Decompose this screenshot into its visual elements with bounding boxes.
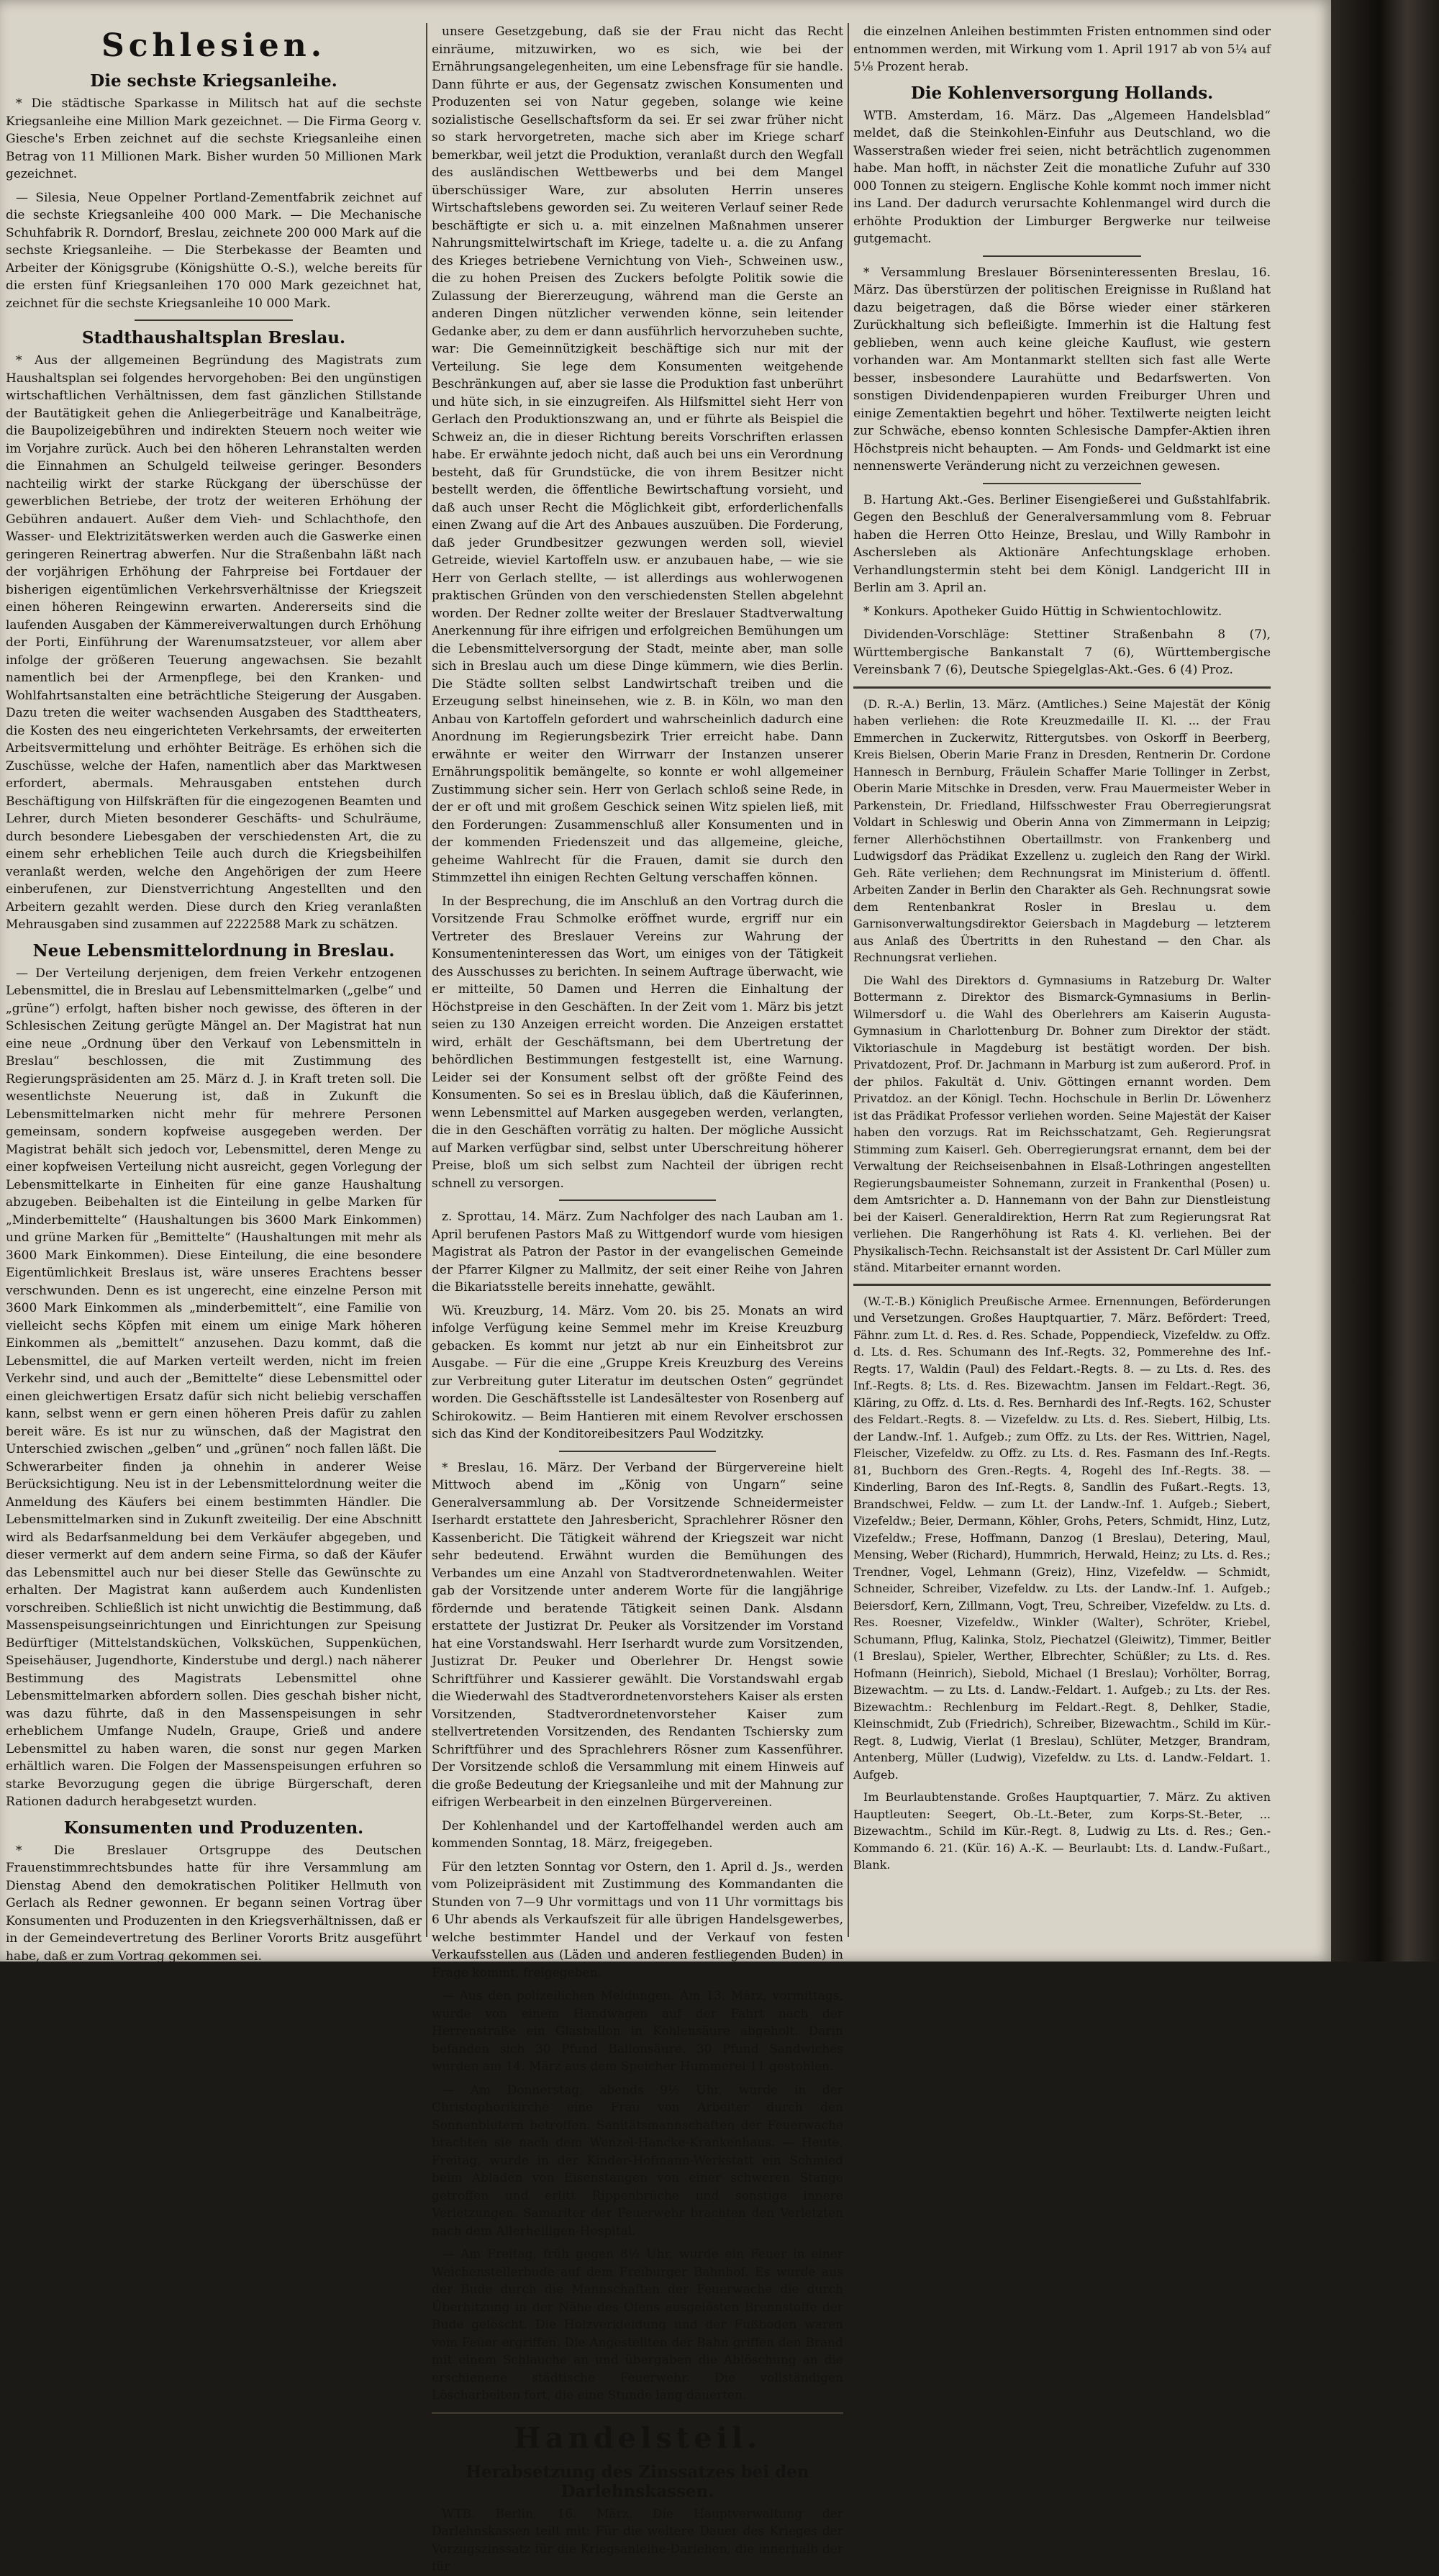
article-paragraph: (W.-T.-B.) Königlich Preußische Armee. Ernennungen, Beförderungen und Versetzungen. Großes Hauptquartier, 7. März. Befördert: Treed, Fähnr. zum Lt. d. Res. d. Res. Schade, Poppendieck, Vizefeldw. zu Offz. d. Lts. d. Res. Schumann des Inf.-Regts. 32, Pommerehne des Inf.-Regts. 17, Waldin (Paul) des Feldart.-Regts. 8. — zu Lts. d. Res. des Inf.-Regts. 8; Lts. d. Res. Bizewachtm. Jansen im Feldart.-Regt. 36, Kläring, zu Offz. d. Lts. d. Res. Bernhardi des Inf.-Regts. 162, Schuster des Feldart.-Regts. 8. — Vizefeldw. zu Lts. d. Res. Siebert, Hilbig, Lts. der Landw.-Inf. 1. Aufgeb.; zum Offz. zu Lts. der Res. Wittrien, Nagel, Fleischer, Vizefeldw. zu Offz. zu Lts. d. Res. Fasmann des Inf.-Regts. 81, Buchborn des Gren.-Regts. 4, Rogehl des Inf.-Regts. 38. — Kinderling, Baron des Inf.-Regts. 8, Sandlin des Fußart.-Regts. 13, Brandschwei, Feldw. — zum Lt. der Landw.-Inf. 1. Aufgeb.; Siebert, Vizefeldw.; Beier, Dermann, Köhler, Grohs, Peters, Schmidt, Hinz, Lutz, Vizefeldw.; Frese, Hoffmann, Danzog (1 Breslau), Detering, Maul, Mensing, Weber (Richard), Hummrich, Herwald, Heinz; zu Lts. d. Res.; Trendner, Vogel, Lehmann (Greiz), Hinz, Vizefeldw. — Schmidt, Schneider, Schreiber, Vizefeldw. zu Lts. der Landw.-Inf. 1. Aufgeb.; Beiersdorf, Kern, Zillmann, Vogt, Treu, Schreiber, Vizefeldw. zu Lts. d. Res. Roesner, Vizefeldw., Winkler (Walter), Schröter, Kriebel, Schumann, Pflug, Kalinka, Stolz, Piechatzel (Gleiwitz), Timmer, Beitler (1 Breslau), Spieler, Werther, Elbrechter, Schüßler; zu Lts. d. Res. Hofmann (Heinrich), Siebold, Michael (1 Breslau); Vorhölter, Borrag, Bizewachtm. — zu Lts. d. Landw.-Feldart. 1. Aufgeb.; zu Lts. der Res. Bizewachtm.: Rechlenburg im Feldart.-Regt. 8, Dehlker, Stadie, Kleinschmidt, Zub (Friedrich), Schreiber, Bizewachtm., Schild im Kür.-Regt. 8, Ludwig, Vierlat (1 Breslau), Schlüter, Metzger, Brandram, Antenberg, Müller (Ludwig), Vizefeldw. zu Lts. d. Landw.-Feldart. 1. Aufgeb. [853,1294,1271,1782]
separator [135,319,293,321]
article-paragraph: — Der Verteilung derjenigen, dem freien Verkehr entzogenen Lebensmittel, die in Breslau auf Lebensmittelmarken („gelbe“ und „grüne“) erfolgt, haften bisher noch gewisse, des öfteren in der Schlesischen Zeitung gerügte Mängel an. Der Magistrat hat nun eine neue „Ordnung über den Verkauf von Lebensmitteln in Breslau“ beschlossen, die mit Zustimmung des Regierungspräsidenten am 25. März d. J. in Kraft treten soll. Die wesentlichste Neuerung ist, daß in Zukunft die Lebensmittelmarken nicht mehr für mehrere Personen gemeinsam, sondern kopfweise ausgegeben werden. Der Magistrat behält sich jedoch vor, Lebensmittel, deren Menge zu einer kopfweisen Verteilung nicht ausreicht, gegen Vorlegung der Lebensmittelkarte in Einheiten für eine ganze Haushaltung abzugeben. Beibehalten ist die Einteilung in gelbe Marken für „Minderbemittelte“ (Haushaltungen bis 3600 Mark Einkommen) und grüne Marken für „Bemittelte“ (Haushaltungen mit mehr als 3600 Mark Einkommen). Diese Einteilung, die eine besondere Eigentümlichkeit Breslaus ist, wäre unseres Erachtens besser verschwunden. Denn es ist ungerecht, eine einzelne Person mit 3600 Mark Einkommen als „minderbemittelt“, eine Familie von vielleicht sechs Köpfen mit einem um einige Mark höheren Einkommen als „bemittelt“ anzusehen. Dazu kommt, daß die Lebensmittel, die auf Marken verteilt werden, nicht im freien Verkehr sind, und auch der „Bemittelte“ diese Lebensmittel oder einen gleichwertigen Ersatz dafür sich nicht beliebig verschaffen kann, selbst wenn er gern einen höheren Preis dafür zu zahlen bereit wäre. Es ist nur zu wünschen, daß der Magistrat den Unterschied zwischen „gelben“ und „grünen“ noch fallen läßt. Die Schwerarbeiter finden ja ohnehin in anderer Weise Berücksichtigung. Neu ist in der Lebensmittelordnung weiter die Anmeldung des Käufers bei einem bestimmten Händler. Die Lebensmittelmarken sind in Zukunft zweiteilig. Der eine Abschnitt wird als Bedarfsanmeldung bei dem Verkäufer abgegeben, und dieser vermerkt auf dem andern seine Firma, so daß der Käufer das Lebensmittel auch nur bei dieser Stelle das Gewünschte zu erhalten. Der Magistrat kann außerdem auch Kundenlisten vorschreiben. Schließlich ist nicht unwichtig die Bestimmung, daß Massenspeisungseinrichtungen und Einrichtungen zur Speisung Bedürftiger (Mittelstandsküchen, Volksküchen, Suppenküchen, Speisehäuser, Jugendhorte, Kinderstube und dergl.) nach näherer Bestimmung des Magistrats Lebensmittel ohne Lebensmittelmarken abfordern sollen. Dies geschah bisher nicht, was dazu führte, daß in den Massenspeisungen in sehr erheblichem Umfange Nudeln, Graupe, Grieß und andere Lebensmittel zu haben waren, die sonst nur gegen Marken erhältlich waren. Die Folgen der Massenspeisungen erfuhren so starke Bevorzugung gegen die übrige Bürgerschaft, deren Rationen dadurch herabgesetzt wurden. [6,966,422,1809]
article-paragraph: — Am Freitag, früh gegen 8½ Uhr, wurde ein Feuer in einer Weichenstellerbude auf dem Freiburger Bahnhof. Es wurde aus der Bude durch die Mannschaften der Feuerwache die durch Überhitzung in der Nähe des Ofens ausgelösten Brennstoffe der Bude gelöscht. Die Holzverkleidung und der Fußboden waren vom Feuer ergriffen. Die Angestellten der Bahn griffen den Brand mit einem Schlauche an und übergaben die Ablöschung an die erschienene städtische Feuerwehr. Die vollständigen Löscharbeiten fort, die eine Stunde lang dauerten. [432,2247,843,2403]
separator [559,1199,715,1201]
column-rule [426,23,427,1937]
article-paragraph: WTB. Amsterdam, 16. März. Das „Algemeen Handelsblad“ meldet, daß die Steinkohlen-Einfuhr aus Deutschland, wo die Wasserstraßen wieder frei seien, nicht beträchtlich zugenommen habe. Man hofft, in nächster Zeit die monatliche Zufuhr auf 330 000 Tonnen zu steigern. Englische Kohle kommt noch immer nicht ins Land. Der dadurch verursachte Kohlenmangel wird durch die erhöhte Produktion der Limburger Bergwerke nur teilweise gutgemacht. [853,108,1271,246]
article-paragraph: — Aus den polizeilichen Meldungen. Am 13. März, vormittags, wurde von einem Handwagen auf der Fahrt nach der Herrenstraße ein Glasballon in Kohlensäure abgeholt. Darin befanden sich 30 Pfund Ballonsäure. 30 Pfund Sandwiches wurden am 14. März aus dem Speicher Hummerei 11 gestohlen. [432,1989,843,2074]
headline-zinssatz: Herabsetzung des Zinssatzes bei den Darlehnskassen. [466,2462,809,2501]
separator [853,686,1271,689]
article-paragraph: z. Sprottau, 14. März. Zum Nachfolger des nach Lauban am 1. April berufenen Pastors Maß zu Wittgendorf wurde vom hiesigen Magistrat als Patron der Pastor in der evangelischen Gemeinde der Pfarrer Kilgner zu Mallmitz, der seit einer Reihe von Jahren die Bikariatsstelle bereits innehatte, gewählt. [432,1210,843,1294]
book-binding-edge [1331,0,1439,1962]
article-paragraph: — Am Donnerstag, abends 9½ Uhr, wurde in der Christophorikirche eine Frau von Arbeiter durch den Sonnenblutern betroffen. Sanitätsmannschaften der Feuerwache brachten sie nach dem Wenzel-Hancke-Krankenhaus. — Heute, Freitag, wurde in der Kinder-Hofmann-Werkstatt ein Schmied beim Abladen von Eisenstangen von einer schweren Stange getroffen und erlitt Rippenbrüche und sonstige innere Verletzungen. Samariter der Feuerwehr brachten den Verletzten nach dem Allerheiligen-Hospital. [432,2082,843,2239]
article-paragraph: WTB. Berlin, 16. März. Die Hauptverwaltung der Darlehnskassen teilt mit: Für die weitere Dauer des Krieges der Vorzugszinssatz für die Kriegsanleihe-Darlehen, die innerhalb der für [432,2506,843,2574]
headline-stadthaushaltsplan: Stadthaushaltsplan Breslau. [81,328,346,348]
article-paragraph: * Konkurs. Apotheker Guido Hüttig in Schwientochlowitz. [863,604,1222,619]
article-paragraph: * Die städtische Sparkasse in Militsch hat auf die sechste Kriegsanleihe eine Million Mark gezeichnet. — Die Firma Georg v. Giesche's Erben zeichnet auf die sechste Kriegsanleihe einen Betrag von 11 Millionen Mark. Bisher wurden 50 Millionen Mark gezeichnet. [6,96,422,181]
separator [432,2412,843,2414]
article-paragraph: unsere Gesetzgebung, daß sie der Frau nicht das Recht einräume, mitzuwirken, wo es sich, wie bei der Ernährungsangelegenheiten, um eine Lebensfrage für sie handle. Dann führte er aus, der Gegensatz zwischen Konsumenten und Produzenten sei von Natur gegeben, solange wie keine sozialistische Gesellschaftsform da sei. Er sei zwar früher nicht so stark hervorgetreten, mache sich aber im Kriege scharf bemerkbar, weil jetzt die Produktion, veranlaßt durch den Wegfall des ausländischen Wettbewerbs und bei dem Mangel überschüssiger Ware, zur absoluten Herrin unseres Wirtschaftslebens geworden sei. Zu weiteren Verlauf seiner Rede beschäftigte er sich u. a. mit einzelnen Maßnahmen unserer Nahrungsmittelwirtschaft im Kriege, tadelte u. a. die zu Anfang des Krieges betriebene Vernichtung von Vieh-, Schweinen usw., die zu hohen Preisen des Zuckers befolgte Politik sowie die Zulassung der Biererzeugung, während man die Gerste an anderen Dingen nützlicher verwenden könne, sein leitender Gedanke aber, zu dem er dann ausführlich hervorzuheben suchte, war: Die Gemeinnützigkeit beschäftige sich nur mit der Verteilung. Sie lege dem Konsumenten weitgehende Beschränkungen auf, aber sie lasse die Produktion fast unberührt und hüte sich, in sie einzugreifen. Als Hilfsmittel sieht Herr von Gerlach den Produktionszwang an, und er führte als Beispiel die Schweiz an, die in dieser Richtung bereits Vorschriften erlassen habe. Er erwähnte jedoch nicht, daß auch bei uns ein Verordnung besteht, daß für Grundstücke, die von ihrem Besitzer nicht bestellt werden, die öffentliche Bewirtschaftung vorsieht, und daß auch unser Recht die Möglichkeit gibt, erforderlichenfalls einen Zwang auf die Art des Anbaues auszuüben. Die Forderung, daß jeder Grundbesitzer gezwungen werden soll, wieviel Getreide, wieviel Kartoffeln usw. er anzubauen habe, — wie sie Herr von Gerlach stellte, — ist allerdings aus wohlerwogenen praktischen Gründen von den verschiedensten Stellen abgelehnt worden. Der Redner zollte weiter der Breslauer Stadtverwaltung Anerkennung für ihre eifrigen und erfolgreichen Bemühungen um die Lebensmittelversorgung der Stadt, meinte aber, man solle sich in Breslau auch um diese Dinge kümmern, wie dies Berlin. Die Städte sollten selbst Landwirtschaft treiben und die Erzeugung selbst hineinsehen, wie z. B. in Köln, wo man den Anbau von Kartoffeln gefordert und wahrscheinlich dadurch eine Anordnung im Regierungsbezirk Trier erreicht habe. Dann erwähnte er weiter den Wirrwarr der Instanzen unserer Ernährungspolitik bemängelte, so konnte er wohl allgemeiner Zustimmung sicher sein. Herr von Gerlach schloß seine Rede, in der er oft und mit großem Geschick seinen Witz spielen ließ, mit den Forderungen: Zusammenschluß aller Konsumenten und in der kommenden Friedenszeit und das allgemeine, gleiche, geheime Wahlrecht für die Frauen, damit sie durch den Stimmzettel ihn einigen Rechten Geltung verschaffen können. [432,24,843,885]
column-rule [848,23,849,1937]
column-right [853,23,1271,1937]
article-paragraph: — Silesia, Neue Oppelner Portland-Zementfabrik zeichnet auf die sechste Kriegsanleihe 400 000 Mark. — Die Mechanische Schuhfabrik R. Dorndorf, Breslau, zeichnete 200 000 Mark auf die sechste Kriegsanleihe. — Die Sterbekasse der Beamten und Arbeiter der Königsgrube (Königshütte O.-S.), welche bereits für die ersten fünf Kriegsanleihen 170 000 Mark gezeichnet hat, zeichnet für die sechste Kriegsanleihe 10 000 Mark. [6,190,422,311]
headline-kriegsanleihe: Die sechste Kriegsanleihe. [90,71,337,91]
article-paragraph: Dividenden-Vorschläge: Stettiner Straßenbahn 8 (7), Württembergische Bankanstalt 7 (6), Württembergische Vereinsbank 7 (6), Deutsche Spiegelglas-Akt.-Ges. 6 (4) Proz. [853,627,1271,677]
article-paragraph: Der Kohlenhandel und der Kartoffelhandel werden auch am kommenden Sonntag, 18. März, freigegeben. [432,1818,843,1851]
article-paragraph: Für den letzten Sonntag vor Ostern, den 1. April d. Js., werden vom Polizeipräsident mit Zustimmung des Kommandanten die Stunden von 7—9 Uhr vormittags und von 11 Uhr vormittags bis 6 Uhr abends als Verkaufszeit für alle übrigen Handelsgewerbes, welche bestimmter Handel und der Verkauf von festen Verkaufsstellen aus (Läden und anderen festliegenden Buden) in Frage kommt, freigegeben. [432,1859,843,1980]
article-paragraph: Die Wahl des Direktors d. Gymnasiums in Ratzeburg Dr. Walter Bottermann z. Direktor des Bismarck-Gymnasiums in Berlin-Wilmersdorf u. die Wahl des Oberlehrers am Kaiserin Augusta-Gymnasium in Charlottenburg Dr. Bohner zum Direktor der städt. Viktoriaschule in Magdeburg ist bestätigt worden. Der bish. Privatdozent, Prof. Dr. Jachmann in Marburg ist zum außerord. Prof. in der philos. Fakultät d. Univ. Göttingen ernannt worden. Dem Privatdoz. an der Königl. Techn. Hochschule in Berlin Dr. Löwenherz ist das Prädikat Professor verliehen worden. Seine Majestät der Kaiser haben den vorzugs. Rat im Reichsschatzamt, Geh. Regierungsrat Stimming zum Kaiserl. Geh. Oberregierungsrat ernannt, dem bei der Verwaltung der Reichseisenbahnen in Elsaß-Lothringen angestellten Regierungsbaumeister Sohnemann, zurzeit in Frankenthal (Posen) u. dem Amtsrichter a. D. Hannemann von der Bahn zur Dienstleistung bei der Kaiserl. Generaldirektion, Herrn Rat zum Regierungsrat Rat verliehen. Die Rangerhöhung ist Rats 4. Kl. verliehen. Bei der Physikalisch-Techn. Reichsanstalt ist der Assistent Dr. Carl Müller zum ständ. Mitarbeiter ernannt worden. [853,973,1271,1274]
headline-lebensmittelordnung: Neue Lebensmittelordnung in Breslau. [32,940,395,961]
article-paragraph: * Aus der allgemeinen Begründung des Magistrats zum Haushaltsplan sei folgendes hervorgehoben: Bei den ungünstigen wirtschaftlichen Verhältnissen, dem fast gänzlichen Stillstande der Bautätigkeit gehen die Anliegerbeiträge und Kanalbeiträge, die Baupolizeigebühren und indirekten Steuern noch weiter wie im Vorjahre zurück. Auch bei den höheren Lehranstalten werden die Einnahmen an Schulgeld teilweise geringer. Besonders nachteilig wirkt der starke Rückgang der überschüsse der gewerblichen Betriebe, der trotz der weiteren Erhöhung der Gebühren andauert. Außer dem Vieh- und Schlachthofe, den Wasser- und Elektrizitätswerken werden auch die Gaswerke einen geringeren Reinertrag abwerfen. Nur die Straßenbahn läßt nach der vorjährigen Erhöhung der Fahrpreise bei Fortdauer der bisherigen eigentümlichen Verkehrsverhältnisse der Kriegszeit einen höheren Reingewinn erwarten. Andererseits sind die laufenden Ausgaben der Kämmereiverwaltungen durch Erhöhung der Porti, Einführung der Warenumsatzsteuer, vor allem aber infolge der größeren Teuerung angewachsen. Sie bezahlt namentlich bei der Armenpflege, bei den Kranken- und Wohlfahrtsanstalten eine beträchtliche Steigerung der Ausgaben. Dazu treten die weiter wachsenden Ausgaben des Stadttheaters, die Kosten des neu eingerichteten Verkehrsamts, der erweiterten Arbeitsvermittelung und erhöhter Beiträge. Es erhöhen sich die Zuschüsse, welche der Hafen, namentlich aber das Marktwesen erfordert, abermals. Mehrausgaben entstehen durch Beschäftigung von Hilfskräften für die eingezogenen Beamten und Lehrer, durch Mieten besonderer Geschäfts- und Schulräume, durch besondere Liebesgaben der verschiedensten Art, die zu einem sehr erheblichen Teile auch durch die Kriegsbeihilfen veranlaßt werden, welche den Angehörigen der zum Heere einberufenen, zur Dienstverrichtung Angestellten und den Arbeitern gezahlt werden. Diese durch den Krieg veranlaßten Mehrausgaben sind zusammen auf 2222588 Mark zu schätzen. [6,353,422,932]
article-paragraph: Im Beurlaubtenstande. Großes Hauptquartier, 7. März. Zu aktiven Hauptleuten: Seegert, Ob.-Lt.-Beter, zum Korps-St.-Beter, ... Bizewachtm., Schild im Kür.-Regt. 8, Ludwig zu Lts. d. Res.; Gen.-Kommando 6. 21. (Kür. 16) A.-K. — Beurlaubt: Lts. d. Landw.-Fußart., Blank. [853,1790,1271,1872]
article-paragraph: * Versammlung Breslauer Börseninteressenten Breslau, 16. März. Das überstürzen der politischen Ereignisse in Rußland hat dazu beigetragen, daß die Börse wieder einer stärkeren Zurückhaltung sich befleißigte. Immerhin ist die Haltung fest geblieben, wenn auch keine gleiche Kauflust, wie gestern vorhanden war. Am Montanmarkt stellten sich fast alle Werte besser, insbesondere Laurahütte und Bedarfswerten. Von sonstigen Dividendenpapieren wurden Freiburger Uhren und einige Zementaktien begehrt und höher. Textilwerte neigten leicht zur Schwäche, ebenso konnten Schlesische Dampfer-Aktien ihren Höchstpreis nicht behaupten. — Am Fonds- und Geldmarkt ist eine nennenswerte Veränderung nicht zu verzeichnen gewesen. [853,265,1271,473]
article-paragraph: In der Besprechung, die im Anschluß an den Vortrag durch die Vorsitzende Frau Schmolke eröffnet wurde, ergriff nur ein Vertreter des Breslauer Vereins zur Wahrung der Konsumenteninteressen das Wort, um einiges von der Tätigkeit des Ausschusses zu berichten. In seinem Auftrage überwacht, wie er mitteilte, 50 Damen und Herren die Einhaltung der Höchstpreise in den Geschäften. In der Zeit vom 1. März bis jetzt seien zu 130 Anzeigen erreicht worden. Die Anzeigen erstattet wird, erhält der Geschäftsmann, bei dem Ubertretung der behördlichen Bestimmungen festgestellt ist, eine Warnung. Leider sei der Konsument selbst oft der größte Feind des Konsumenten. So sei es in Breslau üblich, daß die Käuferinnen, wenn Lebensmittel auf Marken ausgegeben werden, verlangten, die in den Geschäften vorrätig zu halten. Der mögliche Aussicht auf Marken verfügbar sind, selbst unter Uberschreitung höherer Preise, bloß um sich selbst zum Nachteil der übrigen recht schnell zu versorgen. [432,894,843,1191]
column-middle [432,23,843,2574]
article-paragraph: (D. R.-A.) Berlin, 13. März. (Amtliches.) Seine Majestät der König haben verliehen: die Rote Kreuzmedaille II. Kl. ... der Frau Emmerchen in Zuckerwitz, Rittergutsbes. von Oskorff in Beerberg, Kreis Bielsen, Oberin Marie Franz in Dresden, Rentnerin Dr. Cordone Hannesch in Bernburg, Fräulein Schaffer Marie Tollinger in Zerbst, Oberin Marie Mitschke in Dresden, verw. Frau Mauermeister Weber in Parkenstein, Dr. Friedland, Hilfsschwester Frau Oberregierungsrat Voldart in Schleswig und Oberin Anna von Zimmermann in Leipzig; ferner Allerhöchstihnen Obertaillmstr. von Frankenberg und Ludwigsdorf das Prädikat Exzellenz u. zugleich den Rang der Wirkl. Geh. Räte verliehen; dem Rechnungsrat im Ministerium d. öffentl. Arbeiten Zander in Berlin den Charakter als Geh. Rechnungsrat sowie dem Rentenbankrat Rosler in Breslau u. dem Garnisonverwaltungsdirektor Geiersbach in Magdeburg — letzterem aus Anlaß des Übertritts in den Ruhestand — den Char. als Rechnungsrat verliehen. [853,697,1271,964]
separator [983,483,1141,484]
article-paragraph: Wü. Kreuzburg, 14. März. Vom 20. bis 25. Monats an wird infolge Verfügung keine Semmel mehr im Kreise Kreuzburg gebacken. Es kommt nur jetzt ab nur ein Einheitsbrot zur Ausgabe. — Für die eine „Gruppe Kreis Kreuzburg des Vereins zur Verbreitung guter Literatur im deutschen Osten“ gegründet worden. Die Geschäftsstelle ist Landesältester von Rosenberg auf Schirokowitz. — Beim Hantieren mit einem Revolver erschossen sich das Kind der Konditoreibesitzers Paul Wodzitzky. [432,1303,843,1441]
article-paragraph: B. Hartung Akt.-Ges. Berliner Eisengießerei und Gußstahlfabrik. Gegen den Beschluß der Generalversammlung vom 8. Februar haben die Herren Otto Heinze, Breslau, und Willy Rambohr in Aschersleben als Aktionäre Anfechtungsklage erhoben. Verhandlungstermin steht bei dem Königl. Landgericht III in Berlin am 3. April an. [853,492,1271,595]
separator [853,1284,1271,1286]
column-left [6,23,422,1964]
article-paragraph: * Breslau, 16. März. Der Verband der Bürgervereine hielt Mittwoch abend im „König von Ungarn“ seine Generalversammlung ab. Der Vorsitzende Schneidermeister Iserhardt erstattete den Jahresbericht, Sprachlehrer Rösner den Kassenbericht. Die Tätigkeit während der Kriegszeit war nicht sehr bedeutend. Erwähnt wurden die Bemühungen des Verbandes um eine Anzahl von Stadtverordnetenwahlen. Weiter gab der Vorsitzende unter anderem Worte für die langjährige fördernde und beratende Tätigkeit seinen Dank. Alsdann erstattete der Justizrat Dr. Peuker als Vorsitzender im Vorstand hat eine Vorstandswahl. Herr Iserhardt wurde zum Vorsitzenden, Justizrat Dr. Peuker und Oberlehrer Dr. Hengst sowie Schriftführer und Kassierer gewählt. Die Vorstandswahl ergab die Wiederwahl des Stadtverordnetenvorstehers Kaiser als ersten Vorsitzenden, Stadtverordnetenvorsteher Kaiser zum stellvertretenden Vorsitzenden, des Rendanten Tschiersky zum Schriftführer und des Sprachlehrers Rösner zum Kassenführer. Der Vorsitzende schloß die Versammlung mit einem Hinweis auf die große Bedeutung der Kriegsanleihe und mit der Mahnung zur eifrigen Werbearbeit in den einzelnen Bürgervereinen. [432,1460,843,1810]
separator [559,1451,715,1452]
article-paragraph: * Die Breslauer Ortsgruppe des Deutschen Frauenstimmrechtsbundes hatte für ihre Versammlung am Dienstag Abend den demokratischen Politiker Hellmuth von Gerlach als Redner gewonnen. Er begann seinen Vortrag über Konsumenten und Produzenten in den Kriegsverhältnissen, daß er in der Gemeindevertretung des Berliner Vororts Britz ausgeführt habe, daß er zum Vortrag gekommen sei. [6,1843,422,1964]
article-paragraph: die einzelnen Anleihen bestimmten Fristen entnommen sind oder entnommen werden, mit Wirkung vom 1. April 1917 ab von 5¼ auf 5⅛ Prozent herab. [853,24,1271,74]
separator [983,255,1141,257]
section-title-handelsteil: Handelsteil. [513,2421,762,2455]
headline-kohlenversorgung: Die Kohlenversorgung Hollands. [910,83,1214,103]
headline-konsumenten-produzenten: Konsumenten und Produzenten. [63,1818,364,1838]
section-title-schlesien: Schlesien. [101,27,327,64]
